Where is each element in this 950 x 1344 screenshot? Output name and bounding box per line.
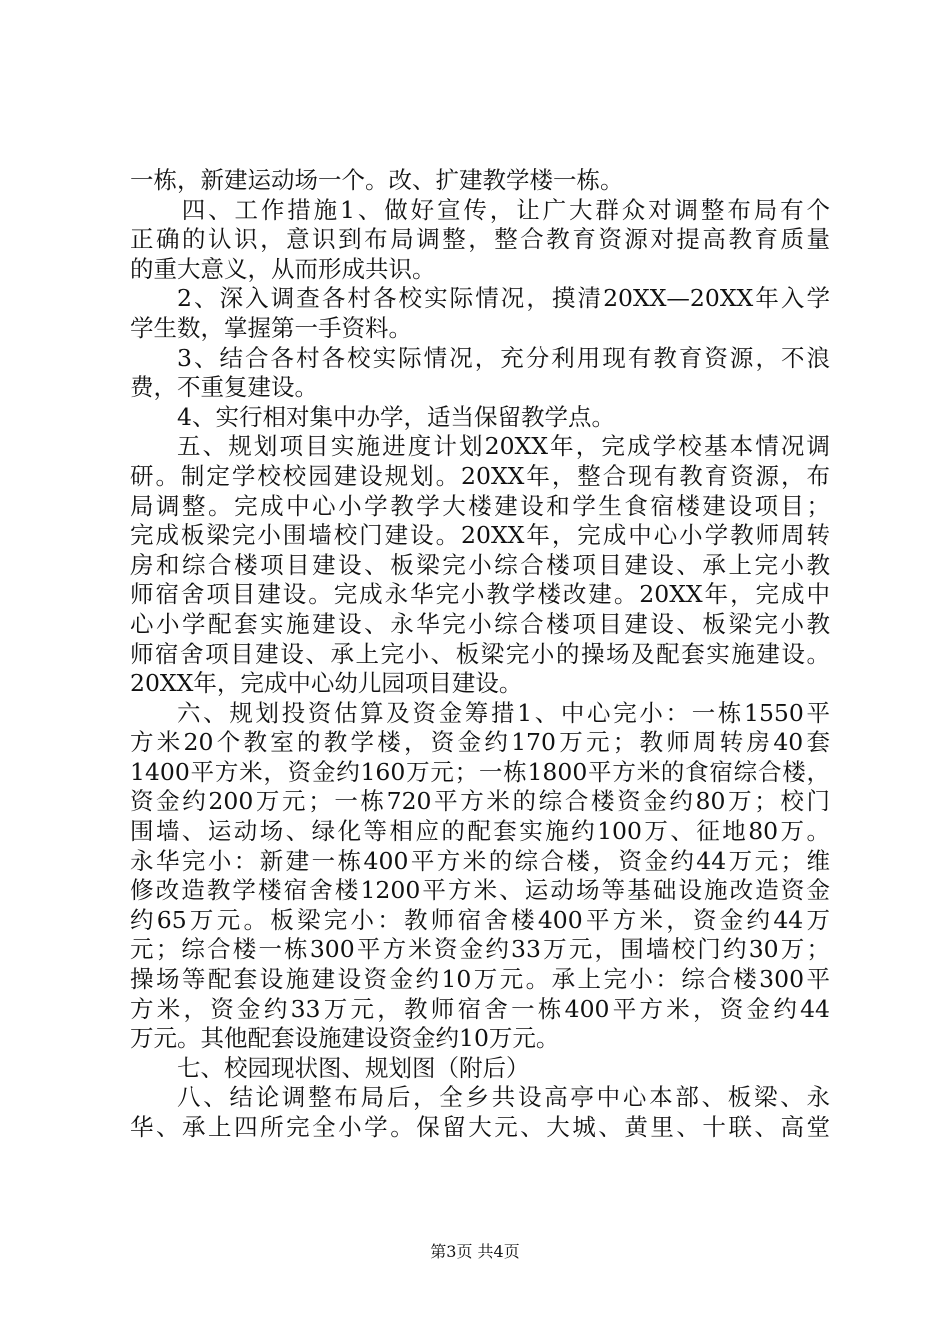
text-line: 永华完小：新建一栋400平方米的综合楼，资金约44万元；维 <box>130 846 830 875</box>
text-line: 3、结合各村各校实际情况，充分利用现有教育资源，不浪 <box>177 343 830 372</box>
document-body <box>130 166 830 1143</box>
text-line: 约65万元。板梁完小：教师宿舍楼400平方米，资金约44万 <box>130 905 830 934</box>
text-line: 围墙、运动场、绿化等相应的配套实施约100万、征地80万。 <box>130 817 830 846</box>
text-line: 心小学配套实施建设、永华完小综合楼项目建设、板梁完小教 <box>130 609 830 638</box>
text-line: 1400平方米，资金约160万元；一栋1800平方米的食宿综合楼， <box>130 757 830 786</box>
text-line: 四、工作措施1、做好宣传，让广大群众对调整布局有个 <box>181 195 830 224</box>
text-line: 修改造教学楼宿舍楼1200平方米、运动场等基础设施改造资金 <box>130 876 830 905</box>
text-line: 师宿舍项目建设。完成永华完小教学楼改建。20XX年，完成中 <box>130 580 830 609</box>
text-line: 研。制定学校校园建设规划。20XX年，整合现有教育资源，布 <box>130 461 830 490</box>
text-line: 2、深入调查各村各校实际情况，摸清20XX—20XX年入学 <box>177 284 830 313</box>
text-line: 的重大意义，从而形成共识。 <box>130 254 436 283</box>
text-line: 资金约200万元；一栋720平方米的综合楼资金约80万；校门 <box>130 787 830 816</box>
text-line: 房和综合楼项目建设、板梁完小综合楼项目建设、承上完小教 <box>130 550 830 579</box>
text-line: 元；综合楼一栋300平方米资金约33万元，围墙校门约30万； <box>130 935 830 964</box>
text-line: 正确的认识，意识到布局调整，整合教育资源对提高教育质量 <box>130 225 830 254</box>
text-line: 万元。其他配套设施建设资金约10万元。 <box>130 1024 560 1053</box>
text-line: 七、校园现状图、规划图（附后） <box>177 1053 530 1082</box>
page-number: 第3页 共4页 <box>430 1242 520 1261</box>
text-line: 八、结论调整布局后，全乡共设高亭中心本部、板梁、永 <box>177 1083 830 1112</box>
page-footer <box>0 1242 950 1262</box>
text-line: 方米，资金约33万元，教师宿舍一栋400平方米，资金约44 <box>130 994 830 1023</box>
text-line: 五、规划项目实施进度计划20XX年，完成学校基本情况调 <box>177 432 830 461</box>
text-line: 六、规划投资估算及资金筹措1、中心完小：一栋1550平 <box>177 698 830 727</box>
text-line: 4、实行相对集中办学，适当保留教学点。 <box>177 402 615 431</box>
text-line: 操场等配套设施建设资金约10万元。承上完小：综合楼300平 <box>130 965 830 994</box>
text-line: 20XX年，完成中心幼儿园项目建设。 <box>130 669 523 698</box>
text-line: 完成板梁完小围墙校门建设。20XX年，完成中心小学教师周转 <box>130 521 830 550</box>
text-line: 学生数，掌握第一手资料。 <box>130 313 412 342</box>
text-line: 费，不重复建设。 <box>130 373 318 402</box>
text-line: 一栋，新建运动场一个。改、扩建教学楼一栋。 <box>130 166 624 194</box>
text-line: 师宿舍项目建设、承上完小、板梁完小的操场及配套实施建设。 <box>130 639 830 668</box>
text-line: 方米20个教室的教学楼，资金约170万元；教师周转房40套 <box>130 728 830 757</box>
text-line: 局调整。完成中心小学教学大楼建设和学生食宿楼建设项目； <box>130 491 830 520</box>
text-line: 华、承上四所完全小学。保留大元、大城、黄里、十联、高堂 <box>130 1113 830 1141</box>
